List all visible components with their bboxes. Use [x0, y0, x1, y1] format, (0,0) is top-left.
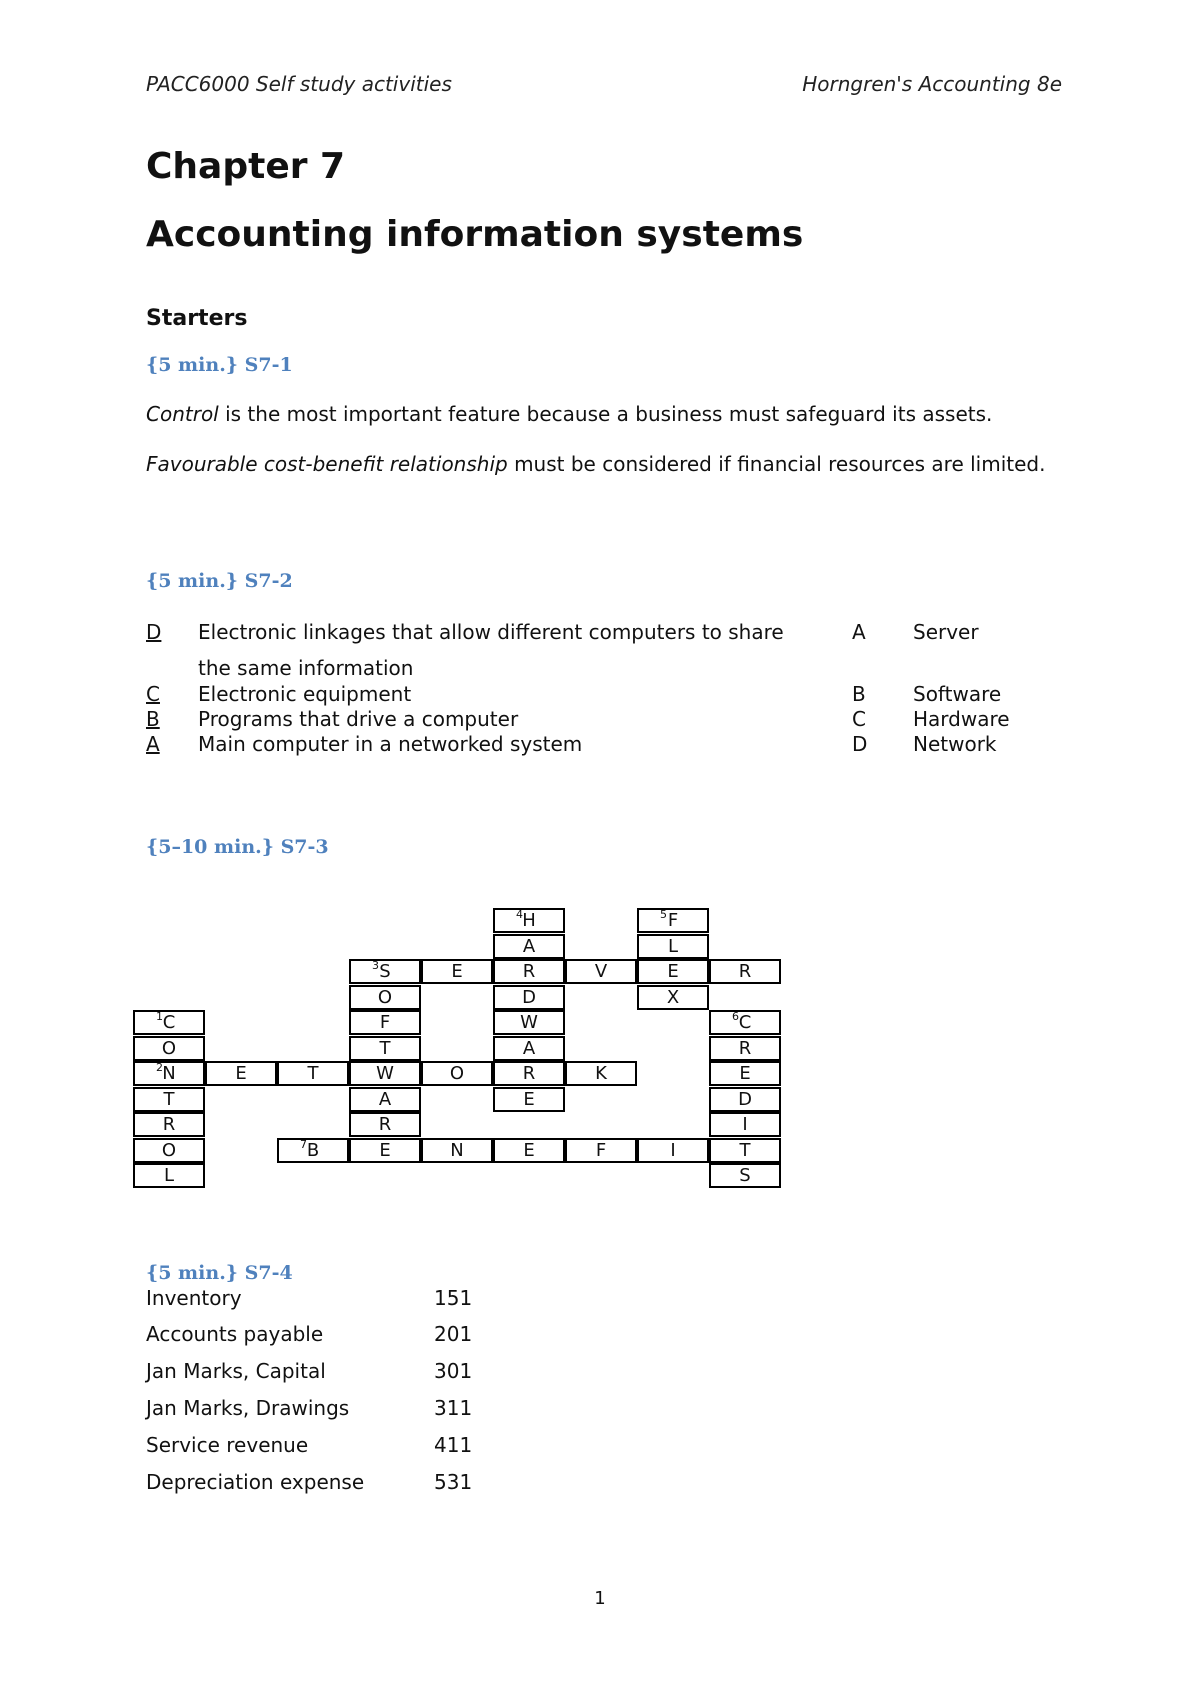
crossword-cell [565, 959, 637, 984]
s7-1-tag: {5 min.} S7-1 [146, 354, 293, 376]
crossword-letter: V [594, 961, 608, 982]
crossword-letter: S [379, 961, 391, 982]
crossword-letter: L [163, 1165, 175, 1186]
crossword-cell [493, 1061, 565, 1086]
crossword-letter: A [522, 935, 536, 957]
crossword-letter: L [667, 935, 679, 957]
crossword-cell [133, 1138, 205, 1163]
s7-1-line-2-text: must be considered if financial resources are limited. [507, 452, 1046, 476]
crossword-clue-number: 3 [372, 959, 379, 972]
crossword-letter: R [378, 1114, 392, 1135]
crossword-cell [349, 1087, 421, 1112]
match-letter: D [852, 732, 868, 756]
crossword-letter: T [379, 1037, 391, 1059]
crossword-cell [277, 1138, 349, 1163]
crossword-cell [421, 1061, 493, 1086]
match-term: Hardware [913, 707, 1010, 731]
crossword-cell [493, 1087, 565, 1112]
account-name: Depreciation expense [146, 1470, 365, 1494]
crossword-letter: R [522, 961, 536, 982]
crossword-letter: B [306, 1139, 320, 1161]
page-number: 1 [594, 1588, 606, 1609]
crossword-letter: E [451, 961, 463, 982]
match-answer: A [146, 732, 160, 756]
section-heading: Starters [146, 306, 248, 331]
crossword-letter: F [667, 910, 679, 931]
crossword-clue-number: 2 [156, 1061, 163, 1074]
crossword-letter: D [738, 1088, 752, 1110]
crossword-clue-number: 1 [156, 1010, 163, 1023]
account-code: 531 [434, 1470, 473, 1494]
crossword-letter: S [739, 1165, 751, 1186]
crossword-letter: N [162, 1063, 176, 1084]
s7-4-tag: {5 min.} S7-4 [146, 1262, 293, 1284]
match-term: Software [913, 682, 1002, 706]
crossword-letter: O [449, 1063, 465, 1084]
crossword-clue-number: 4 [516, 908, 523, 921]
crossword-letter: X [666, 986, 680, 1008]
crossword-cell [421, 1138, 493, 1163]
crossword-letter: T [163, 1088, 175, 1110]
crossword-cell [493, 959, 565, 984]
crossword-cell [709, 959, 781, 984]
crossword-cell [709, 1061, 781, 1086]
crossword-letter: I [670, 1139, 676, 1161]
crossword-letter: W [520, 1012, 538, 1033]
match-answer: C [146, 682, 160, 706]
crossword-cell [709, 1138, 781, 1163]
crossword-letter: O [377, 986, 393, 1008]
s7-1-line-1-text: is the most important feature because a business must safeguard its assets. [218, 402, 993, 426]
crossword-cell [709, 1010, 781, 1035]
crossword-letter: R [162, 1114, 176, 1135]
page-title: Accounting information systems [146, 214, 804, 255]
crossword-cell [709, 1112, 781, 1137]
crossword-letter: H [522, 910, 536, 931]
crossword-cell [349, 985, 421, 1010]
crossword-cell [349, 1010, 421, 1035]
account-name: Accounts payable [146, 1322, 324, 1346]
crossword-letter: O [161, 1037, 177, 1059]
account-name: Jan Marks, Capital [146, 1359, 326, 1383]
match-description: Main computer in a networked system [198, 732, 583, 756]
match-description: Programs that drive a computer [198, 707, 519, 731]
crossword-cell [565, 1061, 637, 1086]
match-description: Electronic equipment [198, 682, 412, 706]
match-term: Network [913, 732, 997, 756]
match-answer: D [146, 620, 162, 644]
header-right: Horngren's Accounting 8e [802, 72, 1062, 96]
s7-1-line-1 [146, 402, 992, 426]
crossword-cell [493, 908, 565, 933]
crossword-letter: E [739, 1063, 751, 1084]
match-letter: C [852, 707, 866, 731]
crossword-letter: T [307, 1063, 319, 1084]
crossword-letter: R [522, 1063, 536, 1084]
crossword-letter: F [379, 1012, 391, 1033]
crossword-letter: E [235, 1063, 247, 1084]
account-name: Service revenue [146, 1433, 309, 1457]
crossword-letter: A [378, 1088, 392, 1110]
account-code: 301 [434, 1359, 473, 1383]
crossword-letter: I [742, 1114, 748, 1135]
match-description: Electronic linkages that allow different computers to share [198, 620, 784, 644]
crossword-cell [349, 1061, 421, 1086]
account-code: 201 [434, 1322, 473, 1346]
match-letter: A [852, 620, 866, 644]
crossword-cell [277, 1061, 349, 1086]
crossword-letter: C [738, 1012, 752, 1033]
crossword-cell [493, 934, 565, 959]
crossword-cell [421, 959, 493, 984]
s7-2-tag: {5 min.} S7-2 [146, 570, 293, 592]
crossword-cell [133, 1112, 205, 1137]
account-code: 151 [434, 1286, 473, 1310]
account-name: Inventory [146, 1286, 242, 1310]
chapter-heading: Chapter 7 [146, 146, 346, 187]
crossword-cell [133, 1163, 205, 1188]
crossword-letter: E [667, 961, 679, 982]
header-left: PACC6000 Self study activities [146, 72, 452, 96]
crossword-cell [493, 985, 565, 1010]
crossword-letter: C [162, 1012, 176, 1033]
account-name: Jan Marks, Drawings [146, 1396, 350, 1420]
crossword-letter: R [738, 961, 752, 982]
crossword-cell [133, 1010, 205, 1035]
crossword-clue-number: 5 [660, 908, 667, 921]
match-letter: B [852, 682, 866, 706]
crossword-cell [637, 908, 709, 933]
crossword-letter: O [161, 1139, 177, 1161]
crossword-letter: R [738, 1037, 752, 1059]
crossword-letter: E [523, 1139, 535, 1161]
crossword-cell [349, 1138, 421, 1163]
crossword-cell [637, 1138, 709, 1163]
crossword-cell [133, 1087, 205, 1112]
crossword-cell [709, 1087, 781, 1112]
crossword-letter: N [450, 1139, 464, 1161]
crossword-cell [493, 1138, 565, 1163]
crossword-letter: A [522, 1037, 536, 1059]
crossword-cell [493, 1010, 565, 1035]
account-code: 411 [434, 1433, 473, 1457]
account-code: 311 [434, 1396, 473, 1420]
crossword-cell [637, 985, 709, 1010]
crossword-cell [133, 1061, 205, 1086]
crossword-cell [637, 934, 709, 959]
crossword-cell [349, 959, 421, 984]
crossword-cell [637, 959, 709, 984]
crossword-letter: E [523, 1088, 535, 1110]
crossword-cell [493, 1036, 565, 1061]
crossword-cell [709, 1036, 781, 1061]
crossword-cell [133, 1036, 205, 1061]
match-answer: B [146, 707, 160, 731]
crossword-letter: K [595, 1063, 607, 1084]
crossword-letter: T [739, 1139, 751, 1161]
s7-1-line-2-emphasis: Favourable cost-benefit relationship [146, 452, 508, 476]
crossword-cell [565, 1138, 637, 1163]
crossword-clue-number: 6 [732, 1010, 739, 1023]
crossword-cell [709, 1163, 781, 1188]
crossword-letter: F [595, 1139, 607, 1161]
s7-3-tag: {5–10 min.} S7-3 [146, 836, 329, 858]
crossword-letter: W [376, 1063, 394, 1084]
crossword-letter: E [379, 1139, 391, 1161]
s7-1-line-2 [146, 452, 1045, 476]
match-term: Server [913, 620, 979, 644]
crossword-cell [205, 1061, 277, 1086]
crossword-letter: D [522, 986, 536, 1008]
match-description: the same information [198, 656, 414, 680]
crossword-clue-number: 7 [300, 1137, 307, 1151]
crossword-cell [349, 1112, 421, 1137]
s7-1-line-1-emphasis: Control [146, 402, 219, 426]
crossword-cell [349, 1036, 421, 1061]
